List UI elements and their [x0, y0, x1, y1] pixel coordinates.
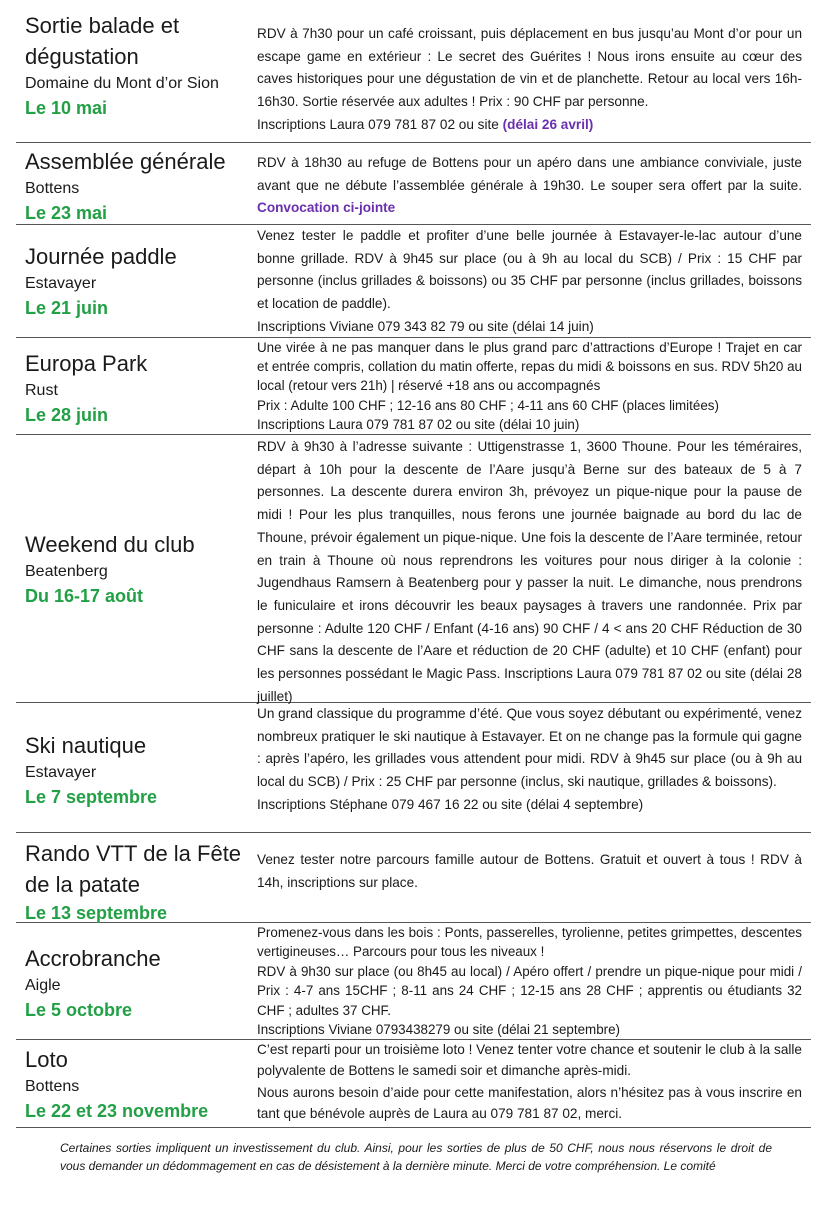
- event-place: Aigle: [25, 977, 61, 994]
- event-place: Domaine du Mont d’or Sion: [25, 75, 219, 92]
- event-title: Sortie balade et dégustation: [25, 13, 180, 69]
- event-title: Loto: [25, 1047, 68, 1072]
- event-description: [257, 436, 802, 708]
- event-paragraph: Inscriptions Laura 079 781 87 02 ou site (délai 10 juin): [257, 416, 580, 432]
- event-row-europapark: [16, 338, 811, 435]
- event-row-skinautique: [16, 703, 811, 833]
- event-description: [257, 923, 802, 1039]
- event-date: Le 28 juin: [25, 405, 109, 425]
- event-date: Le 21 juin: [25, 298, 109, 318]
- event-paragraph: RDV à 7h30 pour un café croissant, puis déplacement en bus jusqu’au Mont d’or pour un escape game en extérieur : Le secret des Guérites ! Nous irons ensuite au cœur des caves historiques pour une dégustation de vin et de planchette. Retour au local vers 16h-16h30. Sortie réservée aux adultes ! Prix : 90 CHF par personne.: [257, 26, 802, 110]
- event-title: Rando VTT de la Fête de la patate: [25, 841, 242, 897]
- event-place: Estavayer: [25, 275, 97, 292]
- event-title: Journée paddle: [25, 244, 177, 269]
- event-title: Ski nautique: [25, 733, 147, 758]
- deadline-highlight: (délai 26 avril): [502, 116, 594, 132]
- event-place: Bottens: [25, 1078, 80, 1095]
- footer-note: Certaines sorties impliquent un investissement du club. Ainsi, pour les sorties de plus de 50 CHF, nous nous réservons le droit de vous demander un dédommagement en cas de désistement à la dernière minute. Merci de votre compréhension. Le comité: [60, 1141, 772, 1173]
- event-paragraph: Inscriptions Viviane 079 343 82 79 ou site (délai 14 juin): [257, 318, 594, 334]
- event-place: Beatenberg: [25, 563, 108, 580]
- event-row-balade: [16, 2, 811, 143]
- event-title: Europa Park: [25, 351, 148, 376]
- event-paragraph: Une virée à ne pas manquer dans le plus grand parc d’attractions d’Europe ! Trajet en car et entrée compris, collation du matin offerte, repas du midi & boissons en sus. RDV 5h20 au local (retour vers 21h) | réservé +18 ans ou accompagnés: [257, 340, 802, 394]
- event-paragraph: Venez tester notre parcours famille autour de Bottens. Gratuit et ouvert à tous ! RDV à 14h, inscriptions sur place.: [257, 852, 802, 890]
- event-paragraph: Un grand classique du programme d’été. Que vous soyez débutant ou expérimenté, venez nombreux pratiquer le ski nautique à Estavayer. Et on ne change pas la formule qui gagne : après l’apéro, les grillades vous attendent pour midi. RDV à 9h45 sur place (ou à 9h au local du SCB) / Prix : 25 CHF par personne (inclus, ski nautique, grillades & boissons).: [257, 706, 802, 790]
- event-title: Accrobranche: [25, 946, 161, 971]
- event-row-accrobranche: [16, 923, 811, 1040]
- event-description: [257, 849, 802, 894]
- event-title: Weekend du club: [25, 532, 195, 557]
- event-paragraph: RDV à 9h30 sur place (ou 8h45 au local) / Apéro offert / prendre un pique-nique pour midi / Prix : 4-7 ans 15CHF ; 8-11 ans 24 CHF ; 12-15 ans 28 CHF ; apprentis ou étudiants 32 CHF ; adultes 37 CHF.: [257, 963, 802, 1018]
- event-row-assemblee: [16, 143, 811, 225]
- event-paragraph: C’est reparti pour un troisième loto ! Venez tenter votre chance et soutenir le club à la salle polyvalente de Bottens le samedi soir et dimanche après-midi.: [257, 1042, 802, 1078]
- event-paragraph: Promenez-vous dans les bois : Ponts, passerelles, tyrolienne, petites grimpettes, descentes vertigineuses… Parcours pour tous les niveaux !: [257, 925, 802, 960]
- event-description: [257, 1040, 802, 1124]
- convocation-highlight: Convocation ci-jointe: [257, 200, 396, 216]
- event-row-vtt: [16, 833, 811, 923]
- event-paragraph: Venez tester le paddle et profiter d’une belle journée à Estavayer-le-lac autour d’une bonne grillade. RDV à 9h45 sur place (ou à 9h au local du SCB) / Prix : 15 CHF par personne (inclus grillades & boissons) ou 35 CHF par personne (inclus grillades, boissons et location de paddle).: [257, 228, 802, 312]
- event-row-paddle: [16, 225, 811, 338]
- event-paragraph: Inscriptions Stéphane 079 467 16 22 ou site (délai 4 septembre): [257, 796, 644, 812]
- event-row-weekend: [16, 435, 811, 703]
- event-date: Du 16-17 août: [25, 586, 144, 606]
- event-paragraph: Inscriptions Viviane 0793438279 ou site (délai 21 septembre): [257, 1022, 621, 1038]
- event-place: Rust: [25, 382, 58, 399]
- event-paragraph: RDV à 18h30 au refuge de Bottens pour un apéro dans une ambiance conviviale, juste avant que ne débute l’assemblée générale à 19h30. Le souper sera offert par la suite. Convocation ci-jointe: [257, 155, 802, 216]
- event-paragraph: Nous aurons besoin d’aide pour cette manifestation, alors n’hésitez pas à vous inscrire en tant que bénévole auprès de Laura au 079 781 87 02, merci.: [257, 1085, 802, 1121]
- event-description: [257, 225, 802, 339]
- event-paragraph: Inscriptions Laura 079 781 87 02 ou site (délai 26 avril): [257, 116, 594, 132]
- event-description: [257, 23, 802, 137]
- event-paragraph: RDV à 9h30 à l’adresse suivante : Uttigenstrasse 1, 3600 Thoune. Pour les téméraires, départ à 10h pour la descente de l’Aare jusqu’à Berne sur des bateaux de 5 à 7 personnes. La descente durera environ 3h, prévoyez un pique-nique pour la pause de midi ! Pour les plus tranquilles, nous ferons une journée baignade au bord du lac de Thoune, prévoir également un pique-nique. Une fois la descente de l’Aare terminée, retour en train à Thoune où nous reprendrons les voitures pour nous diriger à la colonie : Jugendhaus Ramsern à Beatenberg pour y passer la nuit. Le dimanche, nous prendrons le funiculaire et irons découvrir les beaux paysages à travers une randonnée. Prix par personne : Adulte 120 CHF / Enfant (4-16 ans) 90 CHF / 4 < ans 20 CHF Réduction de 30 CHF sans la descente de l’Aare et réduction de 20 CHF (adulte) et 10 CHF (enfant) pour les personnes possédant le Magic Pass. Inscriptions Laura 079 781 87 02 ou site (délai 28 juillet): [257, 439, 802, 704]
- event-paragraph: Prix : Adulte 100 CHF ; 12-16 ans 80 CHF ; 4-11 ans 60 CHF (places limitées): [257, 397, 719, 413]
- event-description: [257, 703, 802, 817]
- event-date: Le 22 et 23 novembre: [25, 1101, 209, 1121]
- event-date: Le 7 septembre: [25, 787, 158, 807]
- event-title: Assemblée générale: [25, 149, 226, 174]
- event-description: [257, 338, 802, 434]
- event-place: Estavayer: [25, 764, 97, 781]
- event-place: Bottens: [25, 180, 80, 197]
- event-date: Le 10 mai: [25, 98, 108, 118]
- event-row-loto: [16, 1040, 811, 1128]
- event-date: Le 5 octobre: [25, 1000, 133, 1020]
- event-date: Le 13 septembre: [25, 903, 168, 923]
- event-date: Le 23 mai: [25, 203, 108, 223]
- event-description: [257, 152, 802, 220]
